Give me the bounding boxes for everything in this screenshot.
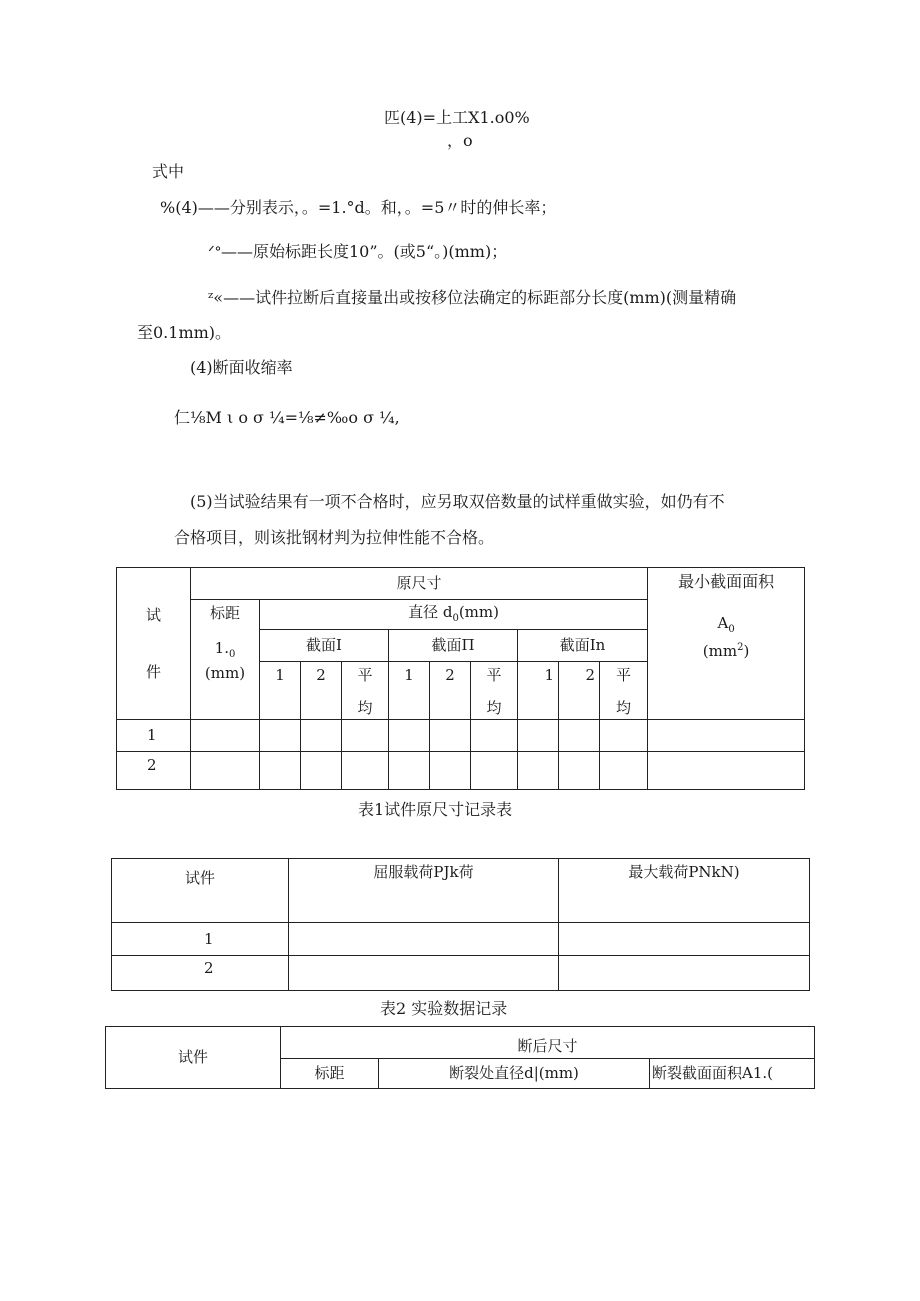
original-size-table [116,567,805,790]
gauge-symbol: $1._0$ [214,639,236,660]
data-cell [342,720,389,752]
section-2-col-2: 2 [430,662,471,720]
specimen-header [117,568,191,720]
yield-load-header: 屈服载荷PJk荷 [289,859,559,923]
table2-caption: 表2 实验数据记录 [380,999,508,1018]
paragraph-5-line1: (5)当试验结果有一项不合格时，应另取双倍数量的试样重做实验，如仍有不 [190,492,725,511]
max-load-header: 最大载荷PNkN) [559,859,810,923]
row-specimen-number: 2 [117,752,191,790]
specimen-header: 试件 [112,859,289,923]
gauge-header [191,600,260,720]
specimen-header: 试件 [106,1027,281,1089]
data-cell [260,720,301,752]
data-cell [600,720,648,752]
data-cell [648,752,805,790]
data-cell [301,752,342,790]
section-1-average: 平 均 [342,662,389,720]
definition-final-gauge-line2: 至0.1mm)。 [137,323,232,342]
elongation-formula-denominator: ，o [447,131,473,150]
section-3-col-2: 2 [559,662,600,720]
section-3-header: 截面In [518,630,648,662]
data-cell [191,720,260,752]
after-size-header: 断后尺寸 [281,1027,815,1059]
table-row [112,956,810,991]
section-1-col-2: 2 [301,662,342,720]
data-cell [600,752,648,790]
diameter-header: 直径 $d_0(mm)$ [260,600,648,630]
data-cell [289,956,559,991]
gauge-label: 标距 [209,604,240,622]
data-cell [430,752,471,790]
section-1-col-1: 1 [260,662,301,720]
table-row [117,720,805,752]
definition-original-gauge: ᐟᐤ——原始标距长度10”。(或5“。)(mm)； [208,242,508,261]
data-cell [430,720,471,752]
fracture-area-header: 断裂截面面积A1.( [650,1059,815,1089]
definition-elongation: %(4)——分别表示，。=1.°d。和，。=5〃时的伸长率； [160,198,557,217]
min-area-symbol: $A_0$ [717,614,735,635]
gauge-unit: (mm) [204,664,246,682]
elongation-formula: 匹(4)=上工X1.o0% [384,108,530,127]
paragraph-5-line2: 合格项目，则该批钢材判为拉伸性能不合格。 [174,528,495,547]
test-data-table [111,858,810,991]
reduction-formula: 仁⅛M ι o σ ¼=⅛≠‰o σ ¼, [174,408,400,427]
data-cell [342,752,389,790]
table-row [112,923,810,956]
data-cell [191,752,260,790]
row-specimen-number: 1 [117,720,191,752]
fracture-diameter-header: 断裂处直径d|(mm) [379,1059,650,1089]
section-2-average: 平 均 [471,662,518,720]
data-cell [518,752,559,790]
min-area-title: 最小截面面积 [678,572,775,591]
row-specimen-number: 2 [112,956,289,991]
data-cell [260,752,301,790]
gauge-header: 标距 [281,1059,379,1089]
data-cell [289,923,559,956]
definition-final-gauge-line1: ᶻ«——试件拉断后直接量出或按移位法确定的标距部分长度(mm)(测量精确 [208,288,737,307]
table1-caption: 表1试件原尺寸记录表 [358,800,513,819]
table-row [117,752,805,790]
section-2-header: 截面Π [389,630,518,662]
min-area-header [648,568,805,720]
section-3-average: 平 均 [600,662,648,720]
data-cell [389,720,430,752]
data-cell [301,720,342,752]
section-2-col-1: 1 [389,662,430,720]
data-cell [559,752,600,790]
data-cell [518,720,559,752]
data-cell [559,923,810,956]
data-cell [559,956,810,991]
section-3-col-1: 1 [518,662,559,720]
where-label: 式中 [152,162,185,181]
data-cell [389,752,430,790]
section-reduction-title: (4)断面收缩率 [190,358,293,377]
data-cell [648,720,805,752]
specimen-header-char1: 试 [145,605,161,624]
original-size-header: 原尺寸 [191,568,648,600]
row-specimen-number: 1 [112,923,289,956]
specimen-header-char2: 件 [145,662,161,681]
min-area-unit: $(mm^2)$ [702,642,750,660]
section-1-header: 截面I [260,630,389,662]
data-cell [471,720,518,752]
after-fracture-table [105,1026,815,1089]
data-cell [559,720,600,752]
data-cell [471,752,518,790]
